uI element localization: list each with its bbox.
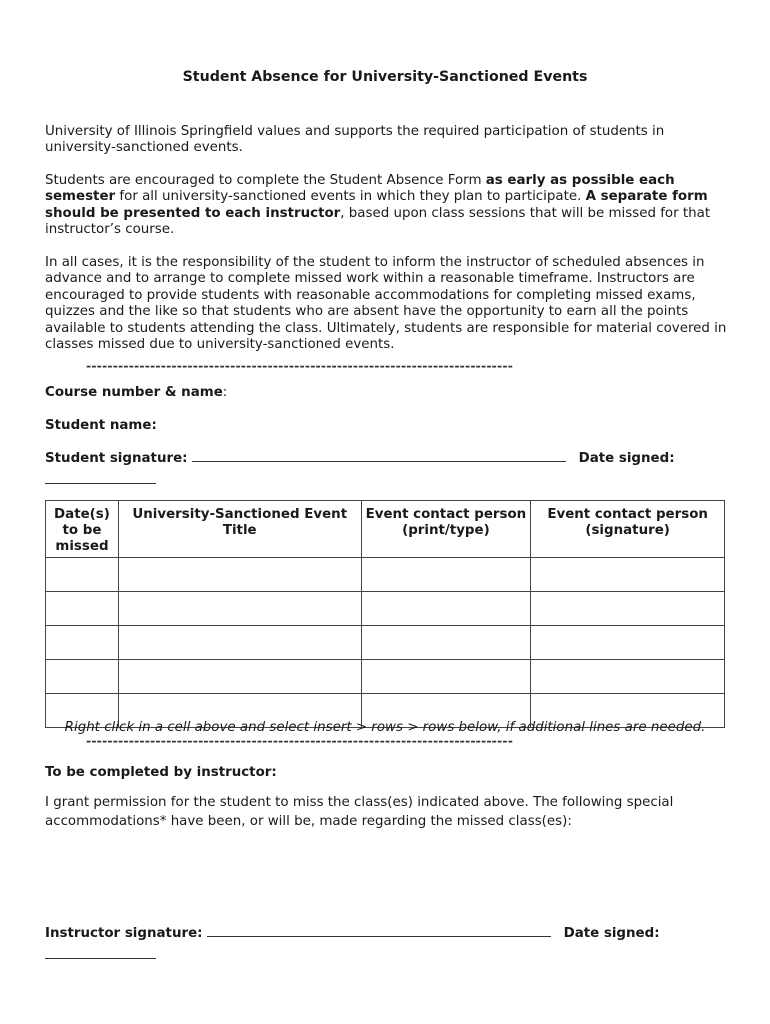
instructor-signature-label: Instructor signature: [45, 926, 203, 941]
table-cell[interactable] [118, 626, 361, 660]
table-cell[interactable] [46, 592, 119, 626]
para2-text-2: for all university-sanctioned events in which they plan to participate. [115, 189, 586, 205]
para2-text-3: , based upon class sessions that will be missed for that instructor’s course. [45, 205, 711, 238]
table-cell[interactable] [118, 660, 361, 694]
para2-text-1: Students are encouraged to complete the Student Absence Form [45, 173, 486, 188]
instructor-signature-line[interactable] [207, 924, 551, 937]
table-cell[interactable] [531, 626, 725, 660]
header-event-title: University-Sanctioned Event Title [118, 501, 361, 558]
student-date-line-row[interactable] [45, 471, 156, 488]
instructor-date-signed-label: Date signed: [563, 926, 660, 941]
student-date-signed-label: Date signed: [578, 451, 675, 466]
instructor-permission-text: I grant permission for the student to miss the class(es) indicated above. The following special accommodations* have been, or will be, made regarding the missed class(es): [45, 795, 674, 829]
table-cell[interactable] [46, 558, 119, 592]
header-dates: Date(s) to be missed [46, 501, 119, 558]
table-cell[interactable] [118, 558, 361, 592]
events-table [45, 500, 725, 728]
table-cell[interactable] [361, 660, 531, 694]
table-row [46, 626, 725, 660]
table-cell[interactable] [118, 592, 361, 626]
separator-bottom: -------------------------------------------------------------------------------- [86, 733, 514, 748]
table-header-row [46, 501, 725, 558]
early-submission-paragraph [45, 173, 735, 239]
table-cell[interactable] [531, 660, 725, 694]
table-row [46, 592, 725, 626]
table-row [46, 558, 725, 592]
student-signature-row[interactable] [45, 449, 745, 466]
table-cell[interactable] [46, 660, 119, 694]
instructor-signature-row[interactable] [45, 924, 745, 941]
add-rows-hint: Right click in a cell above and select insert > rows > rows below, if additional lines are needed. [64, 720, 706, 735]
page-title: Student Absence for University-Sanctioned Events [182, 69, 588, 85]
table-cell[interactable] [46, 626, 119, 660]
course-label: Course number & name [45, 385, 223, 400]
table-cell[interactable] [361, 592, 531, 626]
responsibility-paragraph: In all cases, it is the responsibility of the student to inform the instructor of scheduled absences in advance and to arrange to complete missed work within a reasonable timeframe. Instructors are encouraged to provide students with reasonable accommodations for completing missed exams, quizzes and the like so that students who are absent have the opportunity to earn all the points available to students attending the class. Ultimately, students are responsible for material covered in classes missed due to university-sanctioned events. [45, 255, 727, 353]
instructor-heading: To be completed by instructor: [45, 765, 277, 780]
instructor-date-line[interactable] [45, 946, 156, 959]
student-signature-line[interactable] [192, 449, 566, 462]
separator-top: -------------------------------------------------------------------------------- [86, 358, 514, 373]
course-colon: : [222, 385, 228, 400]
para2-bold-2: A separate form should be presented to each instructor [45, 189, 708, 221]
student-name-label[interactable]: Student name: [45, 418, 157, 433]
student-signature-label: Student signature: [45, 451, 188, 466]
intro-paragraph: University of Illinois Springfield values and supports the required participation of students in university-sanctioned events. [45, 124, 665, 156]
table-cell[interactable] [531, 592, 725, 626]
student-date-line[interactable] [45, 471, 156, 484]
header-contact-signature: Event contact person (signature) [531, 501, 725, 558]
table-cell[interactable] [361, 626, 531, 660]
para2-bold-1: as early as possible each semester [45, 173, 675, 205]
instructor-date-line-row[interactable] [45, 946, 156, 963]
table-cell[interactable] [531, 558, 725, 592]
course-field[interactable] [45, 385, 227, 400]
table-row [46, 660, 725, 694]
header-contact-print: Event contact person (print/type) [361, 501, 531, 558]
table-cell[interactable] [361, 558, 531, 592]
